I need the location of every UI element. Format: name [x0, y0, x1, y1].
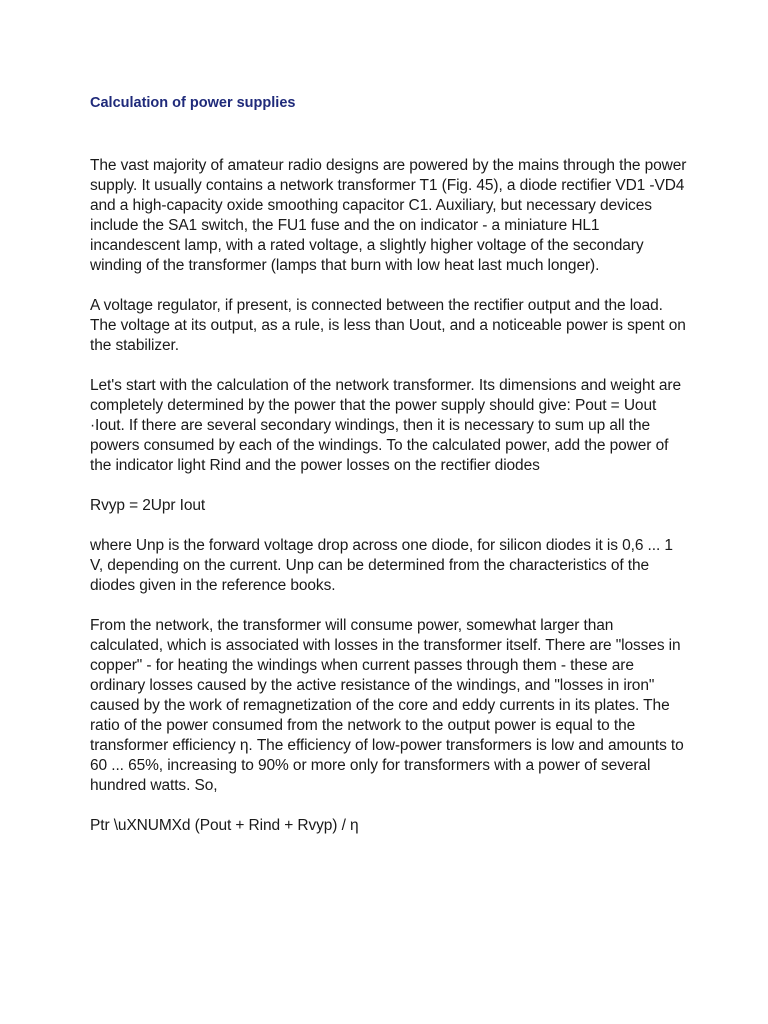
paragraph-efficiency: From the network, the transformer will consume power, somewhat larger than calculated, which is associated with losses in the transformer itself. There are "losses in copper" - for heating the windings when current passes through them - these are ordinary losses caused by the active resistance of the windings, and "losses in iron" caused by the work of remagnetization of the core and eddy currents in its plates. The ratio of the power consumed from the network to the output power is equal to the transformer efficiency η. The efficiency of low-power transformers is low and amounts to 60 ... 65%, increasing to 90% or more only for transformers with a power of several hundred watts. So,	[90, 617, 684, 794]
paragraph-transformer-calc: Let's start with the calculation of the network transformer. Its dimensions and weight are completely determined by the power that the power supply should give: Pout = Uout ·Iout. If there are several secondary windings, then it is necessary to sum up all the powers consumed by each of the windings. To the calculated power, add the power of the indicator light Rind and the power losses on the rectifier diodes	[90, 377, 682, 474]
document-body	[90, 156, 690, 836]
paragraph-regulator: A voltage regulator, if present, is connected between the rectifier output and the load. The voltage at its output, as a rule, is less than Uout, and a noticeable power is spent on the stabilizer.	[90, 297, 686, 354]
formula-rectifier-loss: Rvyp = 2Upr Iout	[90, 497, 206, 514]
document-title: Calculation of power supplies	[90, 95, 296, 111]
formula-transformer-power: Ptr \uXNUMXd (Pout + Rind + Rvyp) / η	[90, 817, 359, 834]
document-page	[90, 94, 690, 836]
paragraph-diode-drop: where Unp is the forward voltage drop across one diode, for silicon diodes it is 0,6 ... 1 V, depending on the current. Unp can be determined from the characteristics of the diodes given in the reference books.	[90, 537, 673, 594]
paragraph-intro: The vast majority of amateur radio designs are powered by the mains through the power supply. It usually contains a network transformer T1 (Fig. 45), a diode rectifier VD1 -VD4 and a high-capacity oxide smoothing capacitor C1. Auxiliary, but necessary devices include the SA1 switch, the FU1 fuse and the on indicator - a miniature HL1 incandescent lamp, with a rated voltage, a slightly higher voltage of the secondary winding of the transformer (lamps that burn with low heat last much longer).	[90, 157, 687, 274]
